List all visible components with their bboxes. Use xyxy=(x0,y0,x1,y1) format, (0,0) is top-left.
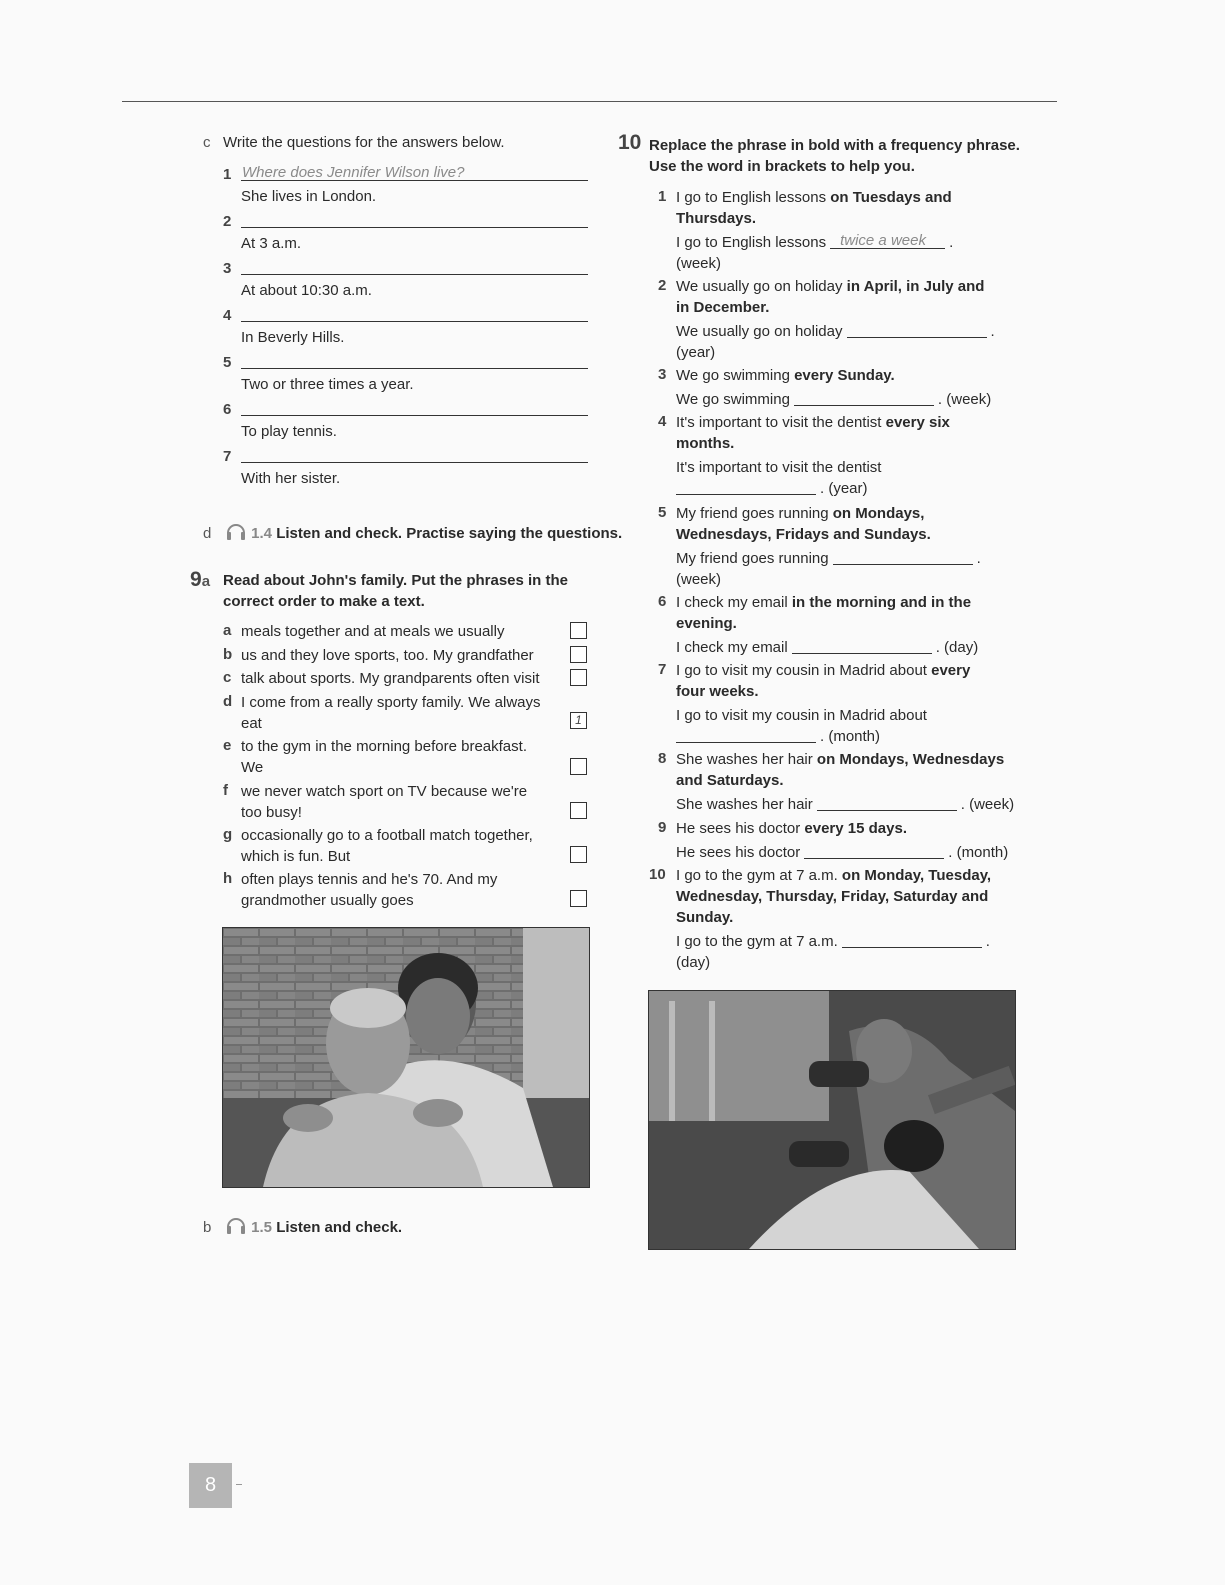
bold-phrase: and Saturdays. xyxy=(676,772,784,789)
rewrite-text: I go to English lessons xyxy=(676,234,827,251)
item-number: 1 xyxy=(223,166,232,183)
sentence-text: He sees his doctor xyxy=(676,820,805,837)
bold-phrase: on Mondays, xyxy=(832,505,925,522)
answer-line[interactable] xyxy=(241,415,588,416)
rewrite-end: . (month) xyxy=(948,844,1009,861)
item-number: 2 xyxy=(658,277,667,294)
sentence-text: We usually go on holiday xyxy=(676,278,847,295)
order-box[interactable] xyxy=(570,802,587,819)
family-photo-image xyxy=(223,928,589,1187)
track-number-1-5: 1.5 xyxy=(251,1219,273,1236)
sentence-line xyxy=(676,614,737,634)
track-number-1-4: 1.4 xyxy=(251,525,273,542)
rewrite-end: . xyxy=(990,323,995,340)
section-9a-instruction-1: Read about John's family. Put the phrases in the xyxy=(223,572,569,589)
rewrite-line xyxy=(676,458,881,478)
rewrite-line xyxy=(676,727,880,747)
sentence-text: She washes her hair xyxy=(676,751,817,768)
order-box[interactable] xyxy=(570,846,587,863)
item-number: 7 xyxy=(658,661,667,678)
question-item xyxy=(223,445,589,491)
given-answer: At about 10:30 a.m. xyxy=(241,282,372,299)
item-number: 8 xyxy=(658,750,667,767)
item-number: 9 xyxy=(658,819,667,836)
section-9a-instruction-2: correct order to make a text. xyxy=(223,593,425,610)
bold-phrase: in the morning and in the xyxy=(791,594,972,611)
section-c-heading xyxy=(203,133,505,153)
section-b-letter: b xyxy=(203,1219,212,1236)
family-photo xyxy=(222,927,590,1188)
order-box[interactable] xyxy=(570,622,587,639)
given-answer: To play tennis. xyxy=(241,423,337,440)
rewrite-text: We go swimming xyxy=(676,391,790,408)
section-10-number: 10 xyxy=(618,131,642,154)
phrase-line: We xyxy=(241,759,264,776)
example-question: Where does Jennifer Wilson live? xyxy=(242,164,465,181)
rewrite-end: . (week) xyxy=(960,796,1015,813)
answer-blank[interactable] xyxy=(817,795,957,811)
sentence-line xyxy=(676,593,971,613)
bracket-hint: (week) xyxy=(676,571,722,588)
bold-phrase: every six xyxy=(885,414,950,431)
rewrite-line xyxy=(676,706,927,726)
phrase-line: to the gym in the morning before breakfast. xyxy=(241,738,527,755)
sentence-text: It's important to visit the dentist xyxy=(676,414,886,431)
item-number: 4 xyxy=(223,307,232,324)
item-number: 10 xyxy=(649,866,666,883)
question-item xyxy=(223,163,589,209)
answer-blank[interactable] xyxy=(794,390,934,406)
phrase-line: occasionally go to a football match together, xyxy=(241,827,533,844)
gym-photo xyxy=(648,990,1016,1250)
rewrite-line xyxy=(676,549,981,569)
rewrite-line xyxy=(676,932,990,952)
bold-phrase: in December. xyxy=(676,299,770,316)
phrase-line: us and they love sports, too. My grandfather xyxy=(241,647,534,664)
item-number: 6 xyxy=(223,401,232,418)
phrase-line: grandmother usually goes xyxy=(241,892,414,909)
rewrite-end: . (month) xyxy=(820,728,881,745)
question-item xyxy=(223,257,589,303)
bold-phrase: on Mondays, Wednesdays xyxy=(816,751,1005,768)
sentence-line xyxy=(676,819,907,839)
sentence-line xyxy=(676,682,759,702)
rewrite-line xyxy=(676,390,991,410)
rewrite-text: I go to visit my cousin in Madrid about xyxy=(676,707,927,724)
phrase-line: talk about sports. My grandparents often visit xyxy=(241,670,540,687)
sentence-text: I go to visit my cousin in Madrid about xyxy=(676,662,932,679)
sentence-line xyxy=(676,434,734,454)
phrase-letter: b xyxy=(223,646,233,663)
rewrite-line xyxy=(676,322,995,342)
order-box[interactable]: 1 xyxy=(570,712,587,729)
rewrite-end: . xyxy=(976,550,981,567)
sentence-text: I check my email xyxy=(676,594,792,611)
rewrite-text: I check my email xyxy=(676,639,788,656)
answer-line[interactable] xyxy=(241,227,588,228)
phrase-line: often plays tennis and he's 70. And my xyxy=(241,871,498,888)
answer-blank[interactable] xyxy=(847,322,987,338)
sentence-line xyxy=(676,188,952,208)
sentence-text: I go to English lessons xyxy=(676,189,831,206)
bold-phrase: Wednesdays, Fridays and Sundays. xyxy=(676,526,931,543)
phrase-letter: f xyxy=(223,782,228,799)
item-number: 3 xyxy=(658,366,667,383)
bold-phrase: every Sunday. xyxy=(794,367,895,384)
given-answer: She lives in London. xyxy=(241,188,377,205)
rewrite-text: He sees his doctor xyxy=(676,844,801,861)
bold-phrase: on Tuesdays and xyxy=(830,189,952,206)
phrase-line: meals together and at meals we usually xyxy=(241,623,505,640)
section-c-instruction: Write the questions for the answers below. xyxy=(223,134,505,151)
bold-phrase: four weeks. xyxy=(676,683,759,700)
answer-blank[interactable] xyxy=(792,638,932,654)
answer-blank[interactable] xyxy=(676,479,816,495)
item-number: 7 xyxy=(223,448,232,465)
bold-phrase: every 15 days. xyxy=(804,820,907,837)
section-10-instruction-2: Use the word in brackets to help you. xyxy=(649,158,915,175)
order-box[interactable] xyxy=(570,758,587,775)
bold-phrase: every xyxy=(931,662,971,679)
sentence-line xyxy=(676,298,769,318)
sentence-line xyxy=(676,866,991,886)
section-d xyxy=(203,521,622,544)
headphones-icon xyxy=(225,521,247,541)
bold-phrase: evening. xyxy=(676,615,737,632)
section-d-letter: d xyxy=(203,525,212,542)
answer-blank[interactable] xyxy=(830,233,945,249)
rewrite-text: It's important to visit the dentist xyxy=(676,459,882,476)
phrase-letter: d xyxy=(223,693,233,710)
sentence-line xyxy=(676,209,756,229)
given-answer: In Beverly Hills. xyxy=(241,329,345,346)
rewrite-text: She washes her hair xyxy=(676,796,813,813)
sentence-line xyxy=(676,887,988,907)
headphones-icon xyxy=(225,1215,247,1235)
section-b-instruction: Listen and check. xyxy=(276,1219,403,1236)
sentence-line xyxy=(676,771,784,791)
sentence-line xyxy=(676,413,950,433)
section-d-instruction: Listen and check. Practise saying the questions. xyxy=(276,525,623,542)
rewrite-line xyxy=(676,479,868,499)
rewrite-line xyxy=(676,843,1008,863)
phrase-letter: g xyxy=(223,826,233,843)
question-item xyxy=(223,398,589,444)
given-answer: With her sister. xyxy=(241,470,341,487)
order-box[interactable] xyxy=(570,890,587,907)
bracket-hint: (week) xyxy=(676,255,722,272)
bold-phrase: Sunday. xyxy=(676,909,734,926)
order-box[interactable] xyxy=(570,669,587,686)
item-number: 3 xyxy=(223,260,232,277)
bold-phrase: on Monday, Tuesday, xyxy=(841,867,992,884)
page-number: 8 xyxy=(189,1463,232,1508)
phrase-line: eat xyxy=(241,715,262,732)
given-answer: At 3 a.m. xyxy=(241,235,302,252)
phrase-letter: h xyxy=(223,870,233,887)
item-number: 5 xyxy=(658,504,667,521)
phrase-letter: e xyxy=(223,737,232,754)
rewrite-line xyxy=(676,233,953,253)
phrase-line: I come from a really sporty family. We always xyxy=(241,694,541,711)
phrase-letter: c xyxy=(223,669,232,686)
bold-phrase: in April, in July and xyxy=(846,278,985,295)
answer-blank[interactable] xyxy=(804,843,944,859)
sentence-line xyxy=(676,366,895,386)
phrase-line: too busy! xyxy=(241,804,302,821)
bold-phrase: Wednesday, Thursday, Friday, Saturday and xyxy=(676,888,989,905)
sentence-line xyxy=(676,908,733,928)
rewrite-text: We usually go on holiday xyxy=(676,323,843,340)
sentence-line xyxy=(676,504,924,524)
answer-line[interactable] xyxy=(241,274,588,275)
bold-phrase: months. xyxy=(676,435,735,452)
sentence-text: I go to the gym at 7 a.m. xyxy=(676,867,842,884)
section-9a-letter: a xyxy=(201,573,211,590)
rewrite-text: My friend goes running xyxy=(676,550,829,567)
answer-line[interactable] xyxy=(241,368,588,369)
order-box[interactable] xyxy=(570,646,587,663)
sentence-line xyxy=(676,750,1004,770)
section-9a-heading xyxy=(190,570,210,592)
bracket-hint: (day) xyxy=(676,954,711,971)
question-item xyxy=(223,304,589,350)
phrase-line: we never watch sport on TV because we're xyxy=(241,783,528,800)
rewrite-end: . (week) xyxy=(937,391,992,408)
bracket-hint: (year) xyxy=(676,344,716,361)
answer-line[interactable] xyxy=(241,462,588,463)
rewrite-text: I go to the gym at 7 a.m. xyxy=(676,933,838,950)
answer-line[interactable] xyxy=(241,321,588,322)
answer-blank[interactable] xyxy=(833,549,973,565)
item-number: 1 xyxy=(658,188,667,205)
sentence-text: We go swimming xyxy=(676,367,795,384)
example-answer: twice a week xyxy=(840,232,926,249)
item-number: 5 xyxy=(223,354,232,371)
question-item xyxy=(223,351,589,397)
answer-blank[interactable] xyxy=(842,932,982,948)
rewrite-line xyxy=(676,638,978,658)
sentence-line xyxy=(676,525,931,545)
rewrite-end: . (year) xyxy=(820,480,868,497)
phrase-line: which is fun. But xyxy=(241,848,351,865)
item-number: 2 xyxy=(223,213,232,230)
rewrite-end: . xyxy=(949,234,954,251)
question-item xyxy=(223,210,589,256)
section-b xyxy=(203,1215,402,1238)
sentence-text: My friend goes running xyxy=(676,505,833,522)
section-10-instruction-1: Replace the phrase in bold with a frequency phrase. xyxy=(649,137,1020,154)
bold-phrase: Thursdays. xyxy=(676,210,757,227)
section-c-letter: c xyxy=(203,134,211,151)
item-number: 4 xyxy=(658,413,667,430)
gym-photo-image xyxy=(649,991,1015,1249)
rewrite-end: . (day) xyxy=(935,639,979,656)
rewrite-line xyxy=(676,795,1014,815)
sentence-line xyxy=(676,277,984,297)
header-rule xyxy=(122,101,1057,102)
sentence-line xyxy=(676,661,970,681)
phrase-letter: a xyxy=(223,622,232,639)
item-number: 6 xyxy=(658,593,667,610)
section-9-number: 9 xyxy=(190,568,202,591)
rewrite-end: . xyxy=(985,933,990,950)
page-number-dash xyxy=(236,1484,242,1485)
given-answer: Two or three times a year. xyxy=(241,376,414,393)
answer-blank[interactable] xyxy=(676,727,816,743)
